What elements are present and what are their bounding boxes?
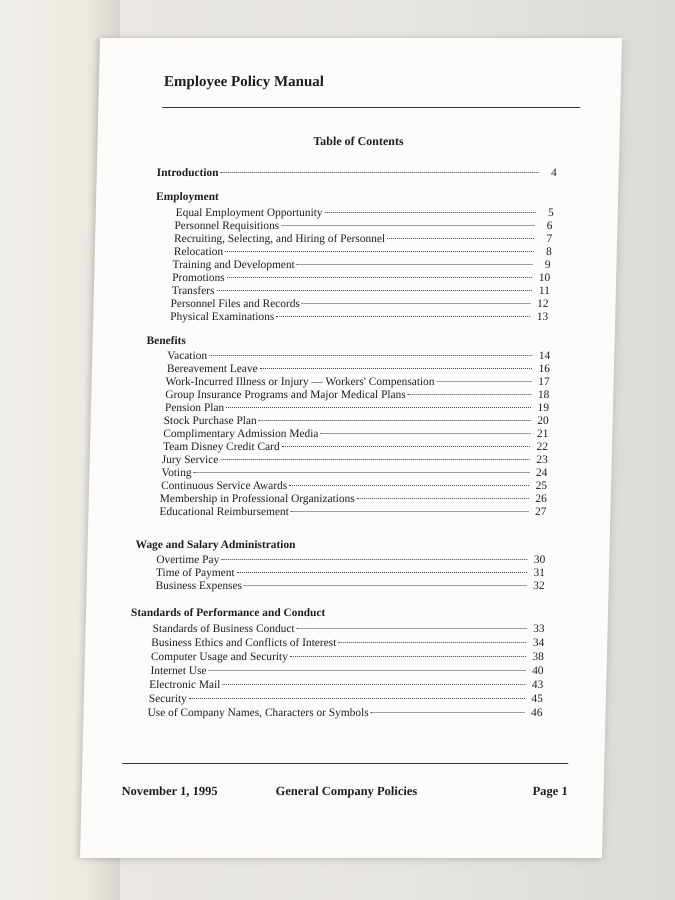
page-header-title: Employee Policy Manual bbox=[163, 74, 325, 90]
toc-entry: Business Ethics and Conflicts of Interest 34 bbox=[151, 637, 545, 649]
footer-center-title: General Company Policies bbox=[275, 784, 418, 798]
toc-heading: Table of Contents bbox=[313, 134, 404, 148]
toc-entry-introduction bbox=[157, 166, 557, 180]
section-heading-benefits: Benefits bbox=[146, 335, 186, 347]
section-heading-standards: Standards of Performance and Conduct bbox=[130, 607, 326, 619]
toc-entry: Use of Company Names, Characters or Symbols 46 bbox=[147, 707, 543, 719]
toc-entry: Vacation 14 bbox=[167, 350, 551, 362]
toc-entry: Pension Plan 19 bbox=[164, 402, 550, 414]
toc-entry: Computer Usage and Security 38 bbox=[150, 651, 545, 663]
toc-entry: Group Insurance Programs and Major Medical Plans 18 bbox=[165, 389, 550, 401]
toc-entry-title: Introduction bbox=[156, 167, 219, 179]
leader-dots bbox=[221, 172, 539, 173]
toc-entry: Stock Purchase Plan 20 bbox=[163, 415, 549, 427]
toc-entry: Bereavement Leave 16 bbox=[166, 363, 551, 375]
section-heading-employment: Employment bbox=[155, 191, 219, 203]
toc-entry: Complimentary Admission Media 21 bbox=[163, 428, 549, 440]
toc-entry: Work-Incurred Illness or Injury — Workers' Compensation 17 bbox=[165, 376, 550, 388]
footer-rule bbox=[122, 763, 568, 764]
toc-entry-page: 4 bbox=[550, 167, 557, 179]
toc-entry: Team Disney Credit Card 22 bbox=[162, 441, 549, 453]
toc-entry: Personnel Files and Records 12 bbox=[170, 298, 549, 310]
toc-entry: Training and Development 9 bbox=[172, 259, 551, 271]
toc-entry: Standards of Business Conduct 33 bbox=[152, 623, 545, 635]
toc-entry: Educational Reimbursement 27 bbox=[159, 506, 547, 518]
toc-entry: Continuous Service Awards 25 bbox=[160, 480, 548, 492]
toc-entry: Personnel Requisitions 6 bbox=[174, 220, 553, 232]
toc-entry: Business Expenses 32 bbox=[155, 580, 545, 592]
toc-entry: Time of Payment 31 bbox=[155, 567, 546, 579]
toc-entry: Internet Use 40 bbox=[150, 665, 544, 677]
footer-date: November 1, 1995 bbox=[121, 784, 218, 798]
toc-entry: Membership in Professional Organizations 26 bbox=[159, 493, 547, 505]
toc-entry: Jury Service 23 bbox=[161, 454, 548, 466]
toc-entry: Recruiting, Selecting, and Hiring of Personnel 7 bbox=[173, 233, 553, 245]
toc-entry: Transfers 11 bbox=[171, 285, 550, 297]
manual-page bbox=[80, 38, 622, 858]
section-heading-wage-salary: Wage and Salary Administration bbox=[135, 539, 296, 551]
header-rule bbox=[162, 107, 580, 108]
toc-entry: Relocation 8 bbox=[173, 246, 552, 258]
toc-entry: Promotions 10 bbox=[172, 272, 551, 284]
footer-page-number: Page 1 bbox=[532, 784, 568, 798]
toc-entry: Overtime Pay 30 bbox=[156, 554, 546, 566]
toc-entry: Electronic Mail 43 bbox=[149, 679, 544, 691]
toc-entry: Security 45 bbox=[148, 693, 544, 705]
toc-entry: Equal Employment Opportunity 5 bbox=[175, 207, 554, 219]
toc-entry: Physical Examinations 13 bbox=[170, 311, 549, 323]
toc-entry: Voting 24 bbox=[161, 467, 548, 479]
